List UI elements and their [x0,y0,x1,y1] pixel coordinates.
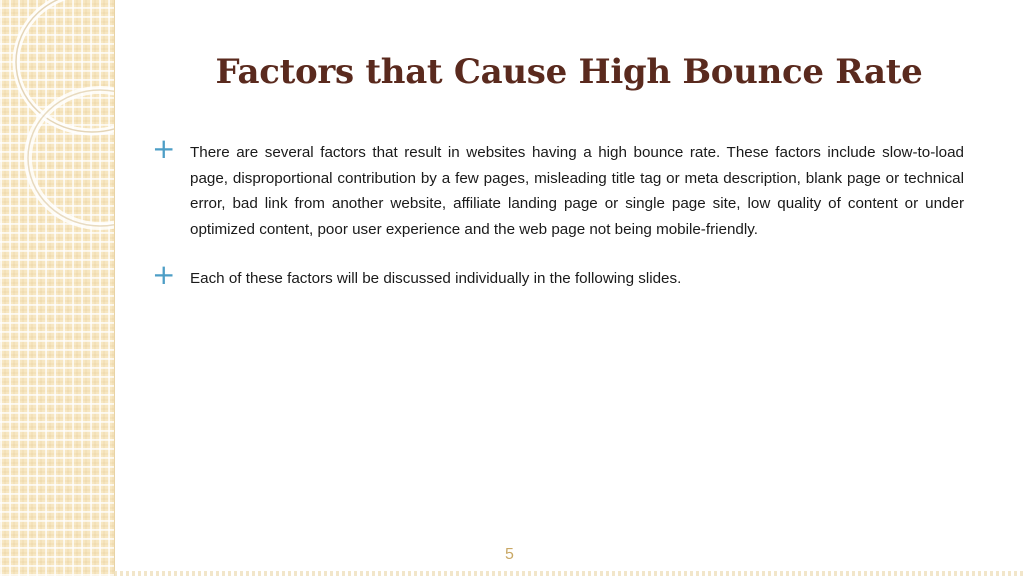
bullet-text: There are several factors that result in websites having a high bounce rate. These factors include slow-to-load page, disproportional contribution by a few pages, misleading title tag or meta description, blank page or technical error, bad link from another website, affiliate landing page or single page site, low quality of content or under optimized content, poor user experience and the web page not being mobile-friendly. [190,144,964,238]
plus-icon: + [152,258,176,291]
page-number: 5 [505,546,514,563]
bullet-text: Each of these factors will be discussed individually in the following slides. [190,270,682,287]
plus-icon: + [152,132,176,165]
bullet-item [150,258,964,292]
decorative-side-panel [0,0,115,576]
decorative-rings [0,0,114,576]
bottom-decorative-strip [114,571,1024,576]
slide-title: Factors that Cause High Bounce Rate [215,52,923,92]
bullet-item [150,132,964,242]
bullet-list [150,132,964,316]
